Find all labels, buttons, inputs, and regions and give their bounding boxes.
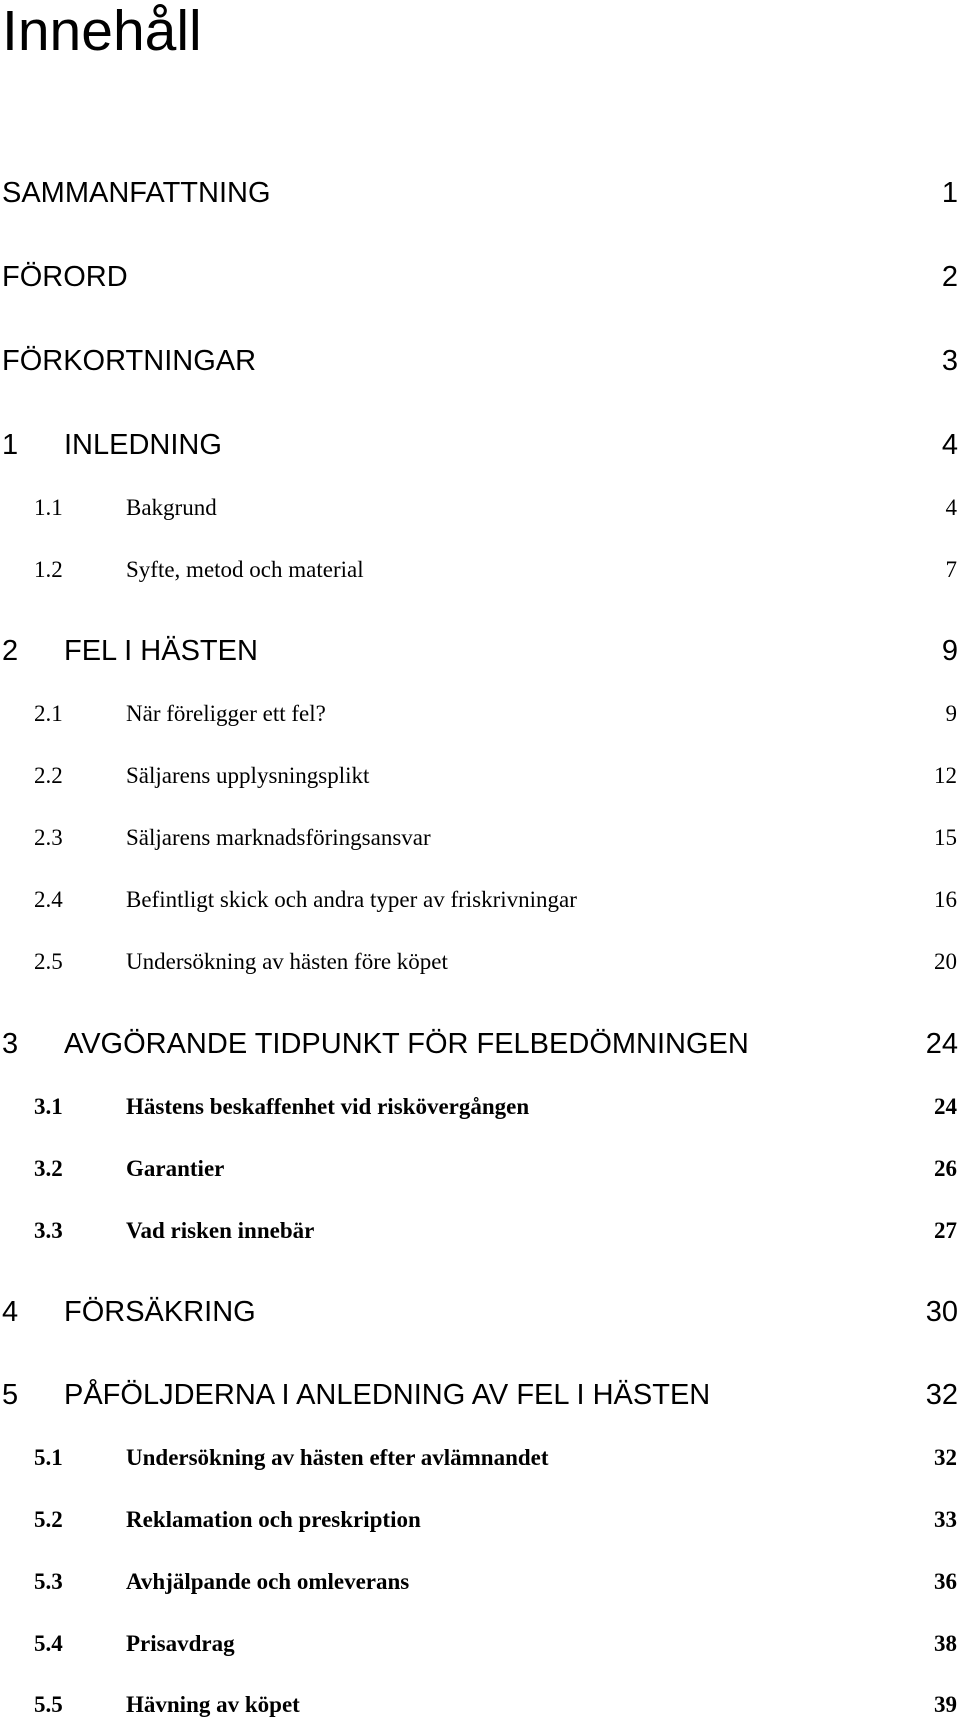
toc-section-5-2[interactable]: [0, 1500, 960, 1540]
toc-label: Syfte, metod och material: [126, 557, 364, 582]
toc-number: 2.2: [34, 763, 63, 788]
toc-section-2-4[interactable]: [0, 880, 960, 920]
toc-label: Avhjälpande och omleverans: [126, 1569, 410, 1594]
toc-number: 2: [2, 635, 19, 667]
toc-label: FÖRSÄKRING: [64, 1296, 256, 1328]
toc-section-5-5[interactable]: [0, 1685, 960, 1725]
toc-section-5-4[interactable]: [0, 1624, 960, 1664]
toc-label: Säljarens marknadsföringsansvar: [126, 825, 431, 850]
toc-page-number: 32: [934, 1445, 957, 1470]
toc-number: 5.3: [34, 1569, 63, 1594]
toc-section-2-3[interactable]: [0, 818, 960, 858]
toc-number: 5.1: [34, 1445, 63, 1470]
toc-section-1-2[interactable]: [0, 550, 960, 590]
toc-number: 3.2: [34, 1156, 63, 1181]
toc-page-number: 36: [934, 1569, 957, 1594]
toc-label: Garantier: [126, 1156, 225, 1181]
page-title: Innehåll: [2, 0, 202, 63]
toc-page-number: 15: [934, 825, 957, 850]
toc-section-5-1[interactable]: [0, 1438, 960, 1478]
toc-chapter-2[interactable]: [0, 631, 960, 671]
toc-number: 3.3: [34, 1218, 63, 1243]
toc-page-number: 9: [945, 701, 957, 726]
toc-page-number: 2: [941, 261, 958, 293]
toc-number: 5.5: [34, 1692, 63, 1717]
toc-page-number: 16: [934, 887, 957, 912]
toc-number: 5.4: [34, 1631, 63, 1656]
toc-label: INLEDNING: [64, 429, 222, 461]
toc-section-5-3[interactable]: [0, 1562, 960, 1602]
toc-page-number: 4: [945, 495, 957, 520]
toc-page-number: 27: [934, 1218, 957, 1243]
toc-number: 4: [2, 1296, 19, 1328]
toc-number: 2.4: [34, 887, 63, 912]
toc-page-number: 7: [945, 557, 957, 582]
toc-section-2-5[interactable]: [0, 942, 960, 982]
toc-number: 2.5: [34, 949, 63, 974]
toc-chapter-3[interactable]: [0, 1024, 960, 1064]
toc-label: FÖRKORTNINGAR: [2, 345, 257, 377]
toc-page-number: 3: [941, 345, 958, 377]
toc-page-number: 20: [934, 949, 957, 974]
toc-label: FEL I HÄSTEN: [64, 635, 258, 667]
toc-number: 3: [2, 1028, 19, 1060]
toc-label: Bakgrund: [126, 495, 217, 520]
toc-section-3-1[interactable]: [0, 1087, 960, 1127]
toc-chapter-4[interactable]: [0, 1292, 960, 1332]
toc-number: 5: [2, 1379, 19, 1411]
toc-number: 1.1: [34, 495, 63, 520]
toc-number: 1: [2, 429, 19, 461]
toc-label: När föreligger ett fel?: [126, 701, 326, 726]
toc-label: FÖRORD: [2, 261, 128, 293]
toc-page-number: 24: [934, 1094, 957, 1119]
toc-section-3-2[interactable]: [0, 1149, 960, 1189]
toc-page-number: 33: [934, 1507, 957, 1532]
toc-page-number: 4: [941, 429, 958, 461]
toc-page-number: 9: [941, 635, 958, 667]
toc-page-number: 32: [925, 1379, 958, 1411]
toc-label: Undersökning av hästen efter avlämnandet: [126, 1445, 549, 1470]
toc-section-2-1[interactable]: [0, 694, 960, 734]
toc-page-number: 1: [941, 177, 958, 209]
toc-section-2-2[interactable]: [0, 756, 960, 796]
toc-number: 3.1: [34, 1094, 63, 1119]
toc-chapter-5[interactable]: [0, 1375, 960, 1415]
toc-page-number: 24: [925, 1028, 958, 1060]
toc-number: 2.1: [34, 701, 63, 726]
toc-label: PÅFÖLJDERNA I ANLEDNING AV FEL I HÄSTEN: [64, 1379, 711, 1411]
toc-entry-sammanfattning[interactable]: [0, 173, 960, 213]
toc-number: 2.3: [34, 825, 63, 850]
toc-label: Undersökning av hästen före köpet: [126, 949, 448, 974]
toc-label: Vad risken innebär: [126, 1218, 315, 1243]
toc-label: Säljarens upplysningsplikt: [126, 763, 370, 788]
toc-label: Reklamation och preskription: [126, 1507, 421, 1532]
toc-page-number: 26: [934, 1156, 957, 1181]
toc-page-number: 39: [934, 1692, 957, 1717]
toc-number: 5.2: [34, 1507, 63, 1532]
toc-label: AVGÖRANDE TIDPUNKT FÖR FELBEDÖMNINGEN: [64, 1028, 749, 1060]
toc-label: SAMMANFATTNING: [2, 177, 271, 209]
toc-label: Hävning av köpet: [126, 1692, 300, 1717]
toc-chapter-1[interactable]: [0, 425, 960, 465]
toc-entry-forkortningar[interactable]: [0, 341, 960, 381]
toc-page-number: 12: [934, 763, 957, 788]
toc-label: Prisavdrag: [126, 1631, 235, 1656]
toc-number: 1.2: [34, 557, 63, 582]
toc-label: Hästens beskaffenhet vid riskövergången: [126, 1094, 530, 1119]
toc-label: Befintligt skick och andra typer av friskrivningar: [126, 887, 577, 912]
toc-page-number: 38: [934, 1631, 957, 1656]
toc-page-number: 30: [925, 1296, 958, 1328]
toc-section-3-3[interactable]: [0, 1211, 960, 1251]
toc-section-1-1[interactable]: [0, 488, 960, 528]
toc-entry-forord[interactable]: [0, 257, 960, 297]
